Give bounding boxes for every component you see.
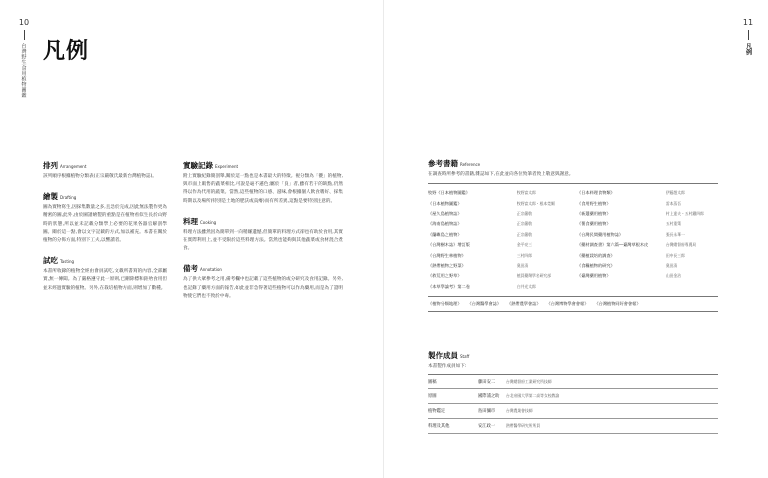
section-heading-en: Drafting (60, 195, 77, 201)
book-author: 五村重策 (665, 221, 682, 227)
book-title: 《台灣野生林植物》 (428, 252, 466, 258)
section-text: 附上實驗紀錄簡剖舉,關於這一點也是本書最大的特徵。視分類為「優」的植物,與市面上販售的蔬菜相比,可說是毫不遜色;屬於「良」者,雖有若干的缺點,仍然得以作為代用的蔬菜。當然,這些植物的口感、滋味,會根據個人飲食嗜好、採集時期以及場所(特別是土地的肥沃或貧瘠)而有所差異,這點是要特別注意的。 (183, 174, 343, 204)
book-author: 金平亮三 (516, 242, 533, 248)
book-entry (428, 209, 569, 219)
section-heading: 試吃 (43, 256, 58, 266)
staff-role: 植物鑑定 (428, 409, 446, 414)
section-text: 該列順序根據植物分類表(正宗嚴敬氏最新台灣植物誌)。 (43, 174, 157, 179)
section-text: 料理方法雖然因為簡單到一向稍嫌遺憾,但簡單的料理方式卻也有助於食用,其實在實際利用上,並不受限於這些料理方法。當然也能夠與其他蔬菜或食材混合煮食。 (183, 229, 343, 252)
book-entry (428, 250, 569, 260)
staff-heading-en: Staff (460, 354, 470, 359)
book-title: 《食糧植物的研究》 (577, 262, 615, 268)
staff-heading: 製作成員 (428, 351, 458, 360)
section-heading: 排列 (43, 161, 58, 170)
book-title: 牧野《日本植物圖鑑》 (428, 190, 470, 196)
book-column-left (428, 188, 569, 292)
section-cooking (183, 216, 343, 254)
reference-intro: 在調查時所參考的書籍,雜誌如下,在此並向各位致筆者致上敬意與謝意。 (428, 172, 574, 177)
right-running-title: 凡例 (744, 43, 752, 55)
reference-section (428, 158, 718, 312)
book-column-right (577, 188, 718, 292)
staff-row (428, 404, 718, 419)
journal-title: 《台灣博物學會會報》 (546, 300, 589, 306)
journal-title: 《熱帶農學會誌》 (507, 300, 541, 306)
book-entry (428, 261, 569, 271)
staff-row (428, 389, 718, 404)
book-title: 《熱帶植物之野菜》 (428, 262, 466, 268)
book-title: 《本草學論考》第二卷 (428, 283, 470, 289)
reference-heading-en: Reference (460, 162, 481, 167)
book-title: 《藥材調查書》第六篇―臺灣草根木皮 (577, 242, 649, 248)
book-author: 村上達夫・五村鐵四郎 (665, 210, 704, 216)
book-author: 植員藥劑學名研究部 (516, 273, 551, 279)
reference-heading: 參考書籍 (428, 159, 458, 168)
journal-title: 《台灣醫學會誌》 (467, 300, 502, 306)
section-text: 本書所收錄的植物全經由會員試吃,文載所書寫的內容,全部屬實,無一傳聞。為了嚴格遵守此一原則,已刪除標和鉅殆食用但並未經過實驗的植物。另外,在栽培植物方面,則增加了數種。 (43, 269, 167, 291)
left-page-number: 10 (18, 18, 30, 27)
section-heading: 料理 (183, 216, 198, 226)
book-entry (577, 198, 718, 208)
book-entry (577, 271, 718, 281)
left-running-title: 台灣野生食用植物圖鑑 (20, 43, 27, 98)
book-author: 牧野富太郎・根本莞爾 (516, 200, 555, 206)
reference-book-list (428, 184, 718, 292)
right-margin-header (742, 18, 754, 55)
staff-intro: 本書製作成員如下: (428, 364, 467, 369)
section-heading-en: Tasting (60, 259, 75, 265)
book-title: 《藥植栽培的調查》 (577, 252, 615, 258)
staff-affiliation: 台灣總督府工業研究所技師 (506, 378, 552, 384)
staff-name: 藤田安二 (478, 379, 496, 385)
journal-list (428, 296, 718, 312)
journal-title: 《植物分類地理》 (428, 300, 462, 306)
book-title: 《海南島植物誌》 (428, 221, 462, 227)
staff-affiliation: 台灣農業會技師 (506, 408, 533, 413)
book-entry (577, 188, 718, 198)
staff-role: 原圖 (428, 394, 437, 399)
book-title: 《薯食藥用植物》 (577, 221, 611, 227)
book-author: 台灣總督府專賣局 (665, 242, 697, 248)
book-title: 《臺灣藥用植物》 (577, 273, 611, 279)
section-heading: 繪製 (43, 192, 58, 202)
left-column-2 (183, 160, 343, 311)
book-entry (577, 209, 718, 219)
staff-name: 島田彌市 (478, 409, 496, 414)
book-author: 三村四郎 (516, 252, 533, 258)
book-author: 山田金治 (665, 273, 682, 279)
book-title: 《日本植物圖鑑》 (428, 200, 462, 206)
book-author: 白井光太郎 (516, 283, 536, 289)
section-drafting (43, 191, 167, 245)
section-heading: 實驗記錄 (183, 161, 213, 170)
left-margin-header (18, 18, 30, 98)
book-entry (428, 240, 569, 250)
book-author: 雷本蒸吾 (665, 200, 682, 206)
book-title: 《蘭嶼島之植物》 (428, 231, 462, 237)
book-author: 正宗嚴敬 (516, 231, 533, 237)
right-page-number: 11 (742, 18, 754, 27)
book-author: 牧野富太郎 (516, 190, 536, 196)
book-title: 《食用野生植物》 (577, 200, 611, 206)
staff-affiliation: 台北帝國大學第二高等女校教諭 (506, 393, 560, 398)
book-title: 《屋久島植物誌》 (428, 210, 462, 216)
book-author: 奧田清 (516, 262, 529, 268)
book-author: 奧田清 (665, 262, 678, 268)
section-heading-en: Cooking (200, 219, 217, 225)
book-author: 正宗嚴敬 (516, 221, 533, 227)
staff-role: 圖稿 (428, 379, 437, 385)
book-entry (428, 188, 569, 198)
book-entry (428, 271, 569, 281)
section-heading-en: Experiment (215, 164, 239, 169)
left-margin-rule (24, 30, 25, 40)
staff-row (428, 374, 718, 389)
book-title: 《新選藥用植物》 (577, 210, 611, 216)
book-title: 《台灣民間藥用植物誌》 (577, 231, 624, 237)
staff-section (428, 350, 718, 434)
book-entry (577, 261, 718, 271)
staff-table (428, 374, 718, 434)
section-heading: 備考 (183, 264, 198, 274)
book-author: 伊藤趙太郎 (665, 190, 685, 196)
book-entry (577, 250, 718, 260)
section-text: 圖為實物寫生,因採集數量之多,且急於完成,因此無法製作更為精密的圖,此外,由於圖譜繪製的重點是在植物看似生長於山野時的狀態,所以並未記載分類學上必要的花果各器官解剖學圖。關於這一點,會以文字記載的方式,加以補充。本書在關於植物的分佈方面,特別下工夫,以響讀者。 (43, 205, 167, 244)
book-entry (577, 219, 718, 229)
section-heading-en: Arrangement (60, 164, 87, 169)
book-entry (577, 230, 718, 240)
book-author: 田中長三郎 (665, 252, 685, 258)
staff-role: 料理及其他 (428, 424, 450, 429)
staff-row (428, 419, 718, 434)
section-arrangement (43, 160, 167, 181)
page-title: 凡例 (43, 39, 90, 64)
section-annotation (183, 263, 343, 301)
book-entry (428, 198, 569, 208)
book-title: 《日本料理食物類》 (577, 190, 615, 196)
book-author: 張長永華一 (665, 231, 685, 237)
staff-name: 國際浦之助 (478, 394, 500, 399)
section-experiment (183, 160, 343, 206)
book-title: 《台灣樹木誌》增訂版 (428, 242, 470, 248)
book-author: 正宗嚴敬 (516, 210, 533, 216)
section-tasting (43, 255, 167, 293)
book-entry (428, 219, 569, 229)
book-title: 《救荒用之野草》 (428, 273, 462, 279)
right-margin-rule (748, 30, 749, 40)
section-text: 為了供大眾參考之用,備考欄中也記載了這些植物的或分研究及食用記錄。另外,也記錄了藥用方面的報告,如此並非急得著這些植物可以作為藥用,而是為了證明物使它們也不致於中毒。 (183, 277, 343, 299)
section-heading-en: Annotation (200, 267, 222, 273)
journal-title: 《台灣植物同好會會報》 (594, 300, 641, 306)
book-entry (428, 230, 569, 240)
left-column-1 (43, 160, 167, 303)
staff-affiliation: 熱帶醫學研究所所員 (506, 423, 541, 428)
staff-name: 安江政一 (478, 424, 496, 429)
book-entry (428, 282, 569, 292)
book-entry (577, 240, 718, 250)
